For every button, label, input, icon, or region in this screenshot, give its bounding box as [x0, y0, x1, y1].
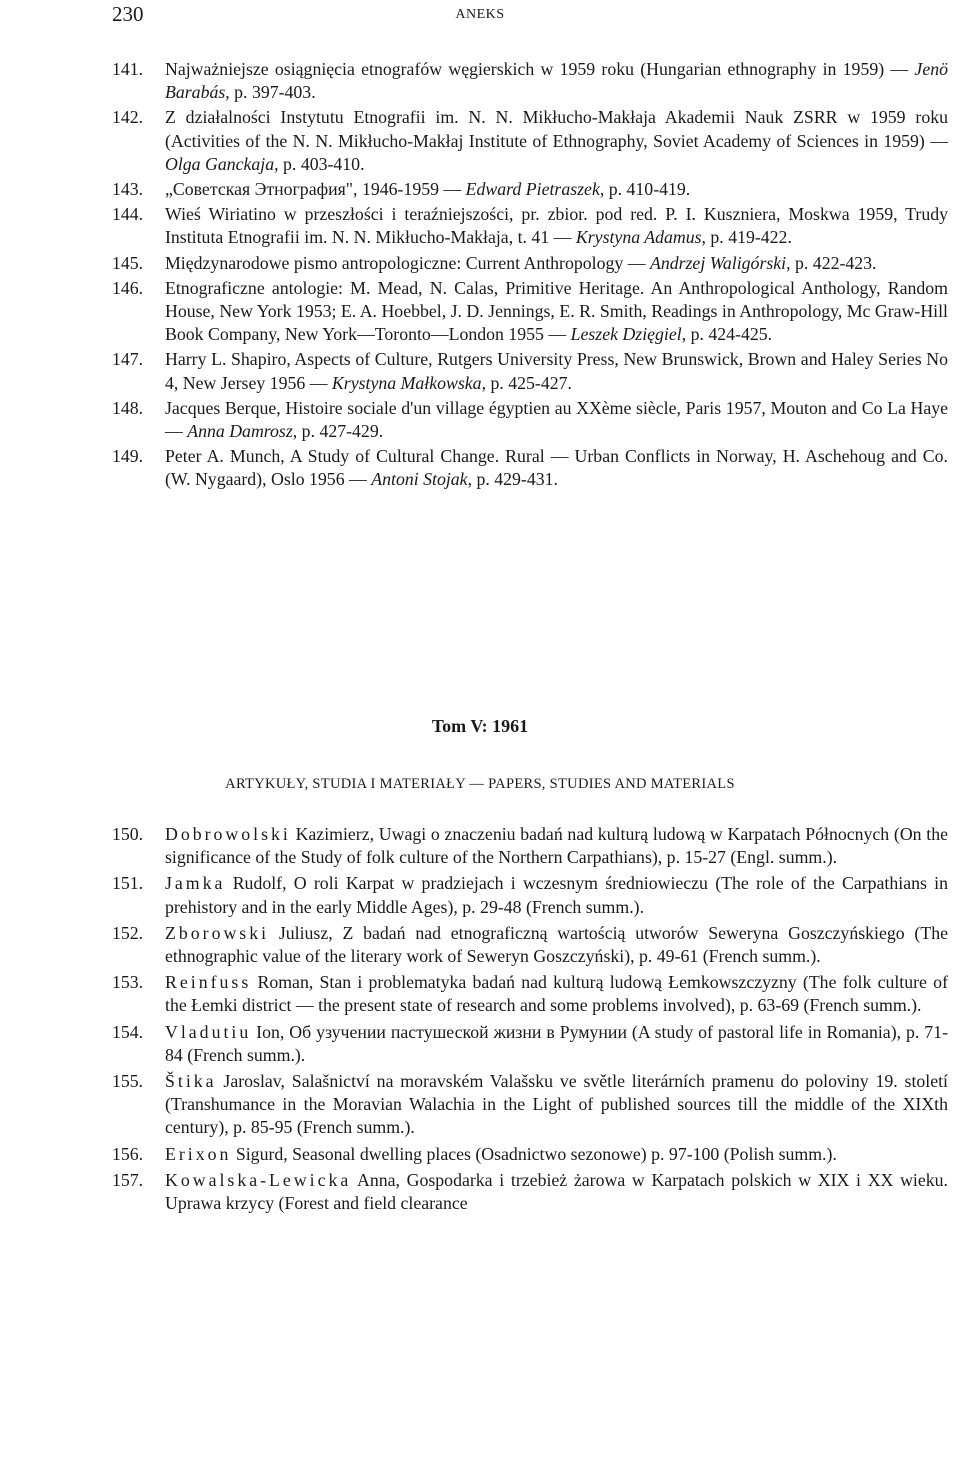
entry-author: Leszek Dzięgiel — [570, 324, 682, 345]
entry-author-spaced: Jamka — [165, 873, 226, 894]
entry-number: 145. — [112, 252, 144, 273]
entry-author-spaced: Reinfuss — [165, 972, 252, 993]
bibliography-entry — [112, 922, 948, 968]
entry-number: 148. — [112, 397, 144, 418]
entry-text: „Советская Этнография", 1946-1959 — Edward Pietraszek, p. 410-419. — [165, 179, 691, 200]
entry-author-spaced: Štika — [165, 1071, 217, 1092]
entry-number: 150. — [112, 824, 144, 844]
entry-number: 149. — [112, 446, 144, 467]
entry-text: Etnograficzne antologie: M. Mead, N. Calas, Primitive Heritage. An Anthropological Anthology, Random House, New York 1953; E. A. Hoebbel, J. D. Jennings, E. R. Smith, Readings in Anthropology, Mc Graw-Hill Book Company, New York—Toronto—London 1955 — Leszek Dzięgiel, p. 424-425. — [165, 277, 948, 345]
entry-text: Z działalności Instytutu Etnografii im. N. N. Mikłucho-Makłaja Akademii Nauk ZSRR w 1959 roku (Activities of the N. N. Mikłucho-Makłaj Institute of Ethnography, Soviet Academy of Sciences in 1959) — Olga Ganckaja, p. 403-410. — [165, 107, 948, 174]
bibliography-list-b — [112, 823, 948, 1215]
bibliography-list-a — [112, 58, 948, 492]
page-number: 230 — [112, 2, 144, 26]
page-header — [0, 0, 960, 40]
entry-text: Erixon Sigurd, Seasonal dwelling places (Osadnictwo sezonowe) p. 97-100 (Polish summ.). — [165, 1143, 837, 1164]
bibliography-entry — [112, 445, 948, 491]
entry-text: Vladutiu Ion, Об узучении пастушеской жизни в Румунии (A study of pastoral life in Romania), p. 71-84 (French summ.). — [165, 1021, 948, 1065]
entry-text: Kowalska-Lewicka Anna, Gospodarka i trzebież żarowa w Karpatach polskich w XIX i XX wieku. Uprawa krzycy (Forest and field clearance — [165, 1169, 948, 1214]
running-head: ANEKS — [455, 7, 505, 22]
entry-number: 142. — [112, 107, 144, 128]
bibliography-entry — [112, 971, 948, 1017]
entry-author: Krystyna Małkowska — [331, 372, 482, 393]
entry-text: Najważniejsze osiągnięcia etnografów węgierskich w 1959 roku (Hungarian ethnography in 1959) — Jenö Barabás, p. 397-403. — [165, 59, 948, 103]
entry-number: 157. — [112, 1169, 144, 1190]
entry-number: 152. — [112, 922, 144, 943]
entry-number: 156. — [112, 1143, 144, 1164]
entry-text: Wieś Wiriatino w przeszłości i teraźniejszości, pr. zbior. pod red. P. I. Kuszniera, Moskwa 1959, Trudy Instituta Etnografii im. N. N. Mikłucho-Makłaja, t. 41 — Krystyna Adamus, p. 419-422. — [165, 204, 948, 248]
bibliography-entry — [112, 823, 948, 869]
entry-number: 151. — [112, 873, 144, 894]
entry-number: 143. — [112, 179, 144, 200]
entry-number: 144. — [112, 204, 144, 225]
entry-author: Anna Damrosz — [187, 421, 293, 442]
entry-number: 146. — [112, 277, 144, 298]
entry-author: Jenö Barabás — [165, 59, 948, 103]
entry-author: Antoni Stojak — [371, 469, 468, 490]
entry-author: Olga Ganckaja — [165, 153, 275, 174]
entry-text: Jacques Berque, Histoire sociale d'un village égyptien au XXème siècle, Paris 1957, Mouton and Co La Haye — Anna Damrosz, p. 427-429. — [165, 397, 948, 442]
bibliography-entry — [112, 203, 948, 249]
entry-text: Dobrowolski Kazimierz, Uwagi o znaczeniu badań nad kulturą ludową w Karpatach Północnych (On the significance of the Study of folk culture of the Northern Carpathians), p. 15-27 (Engl. summ.). — [165, 824, 948, 868]
entry-text: Harry L. Shapiro, Aspects of Culture, Rutgers University Press, New Brunswick, Brown and Haley Series No 4, New Jersey 1956 — Krystyna Małkowska, p. 425-427. — [165, 349, 948, 393]
entry-author-spaced: Erixon — [165, 1143, 232, 1164]
entry-author-spaced: Kowalska-Lewicka — [165, 1169, 352, 1190]
bibliography-entry — [112, 1021, 948, 1067]
volume-title: Tom V: 1961 — [431, 716, 529, 736]
entry-text: Zborowski Juliusz, Z badań nad etnograficzną wartością utworów Seweryna Goszczyńskiego (The ethnographic value of the literary work of Seweryn Goszczyński), p. 49-61 (French summ.). — [165, 922, 948, 967]
entry-number: 153. — [112, 972, 144, 993]
bibliography-entry — [112, 1070, 948, 1140]
bibliography-entry — [112, 397, 948, 443]
entry-author-spaced: Dobrowolski — [165, 824, 291, 844]
bibliography-entry — [112, 58, 948, 104]
entry-author: Edward Pietraszek — [465, 179, 600, 200]
bibliography-entry — [112, 1143, 948, 1166]
entry-text: Reinfuss Roman, Stan i problematyka badań nad kulturą ludową Łemkowszczyzny (The folk culture of the Łemki district — the present state of research and some problems involved), p. 63-69 (French summ.). — [165, 972, 948, 1016]
entry-number: 141. — [112, 59, 144, 79]
bibliography-entry — [112, 348, 948, 394]
entry-author-spaced: Vladutiu — [165, 1021, 252, 1042]
bibliography-entry — [112, 1169, 948, 1215]
bibliography-entry — [112, 178, 948, 201]
entry-author: Krystyna Adamus — [575, 227, 702, 248]
entry-author: Andrzej Waligórski — [649, 252, 787, 273]
bibliography-entry — [112, 106, 948, 176]
entry-text: Międzynarodowe pismo antropologiczne: Current Anthropology — Andrzej Waligórski, p. 422-423. — [165, 252, 877, 273]
entry-text: Jamka Rudolf, O roli Karpat w pradziejach i wczesnym średniowieczu (The role of the Carpathians in prehistory and in the early Middle Ages), p. 29-48 (French summ.). — [165, 873, 948, 917]
entry-text: Štika Jaroslav, Salašnictví na moravském Valašsku ve světle literárních pramenu do poloviny 19. století (Transhumance in the Moravian Walachia in the Light of published sources till the middle of the XIXth century), p. 85-95 (French summ.). — [165, 1071, 948, 1138]
bibliography-entry — [112, 872, 948, 918]
entry-author-spaced: Zborowski — [165, 922, 270, 943]
bibliography-entry — [112, 252, 948, 275]
bibliography-entry — [112, 277, 948, 347]
entry-number: 154. — [112, 1021, 144, 1042]
entry-text: Peter A. Munch, A Study of Cultural Change. Rural — Urban Conflicts in Norway, H. Aschehoug and Co. (W. Nygaard), Oslo 1956 — Antoni Stojak, p. 429-431. — [165, 446, 948, 490]
entry-number: 155. — [112, 1071, 144, 1092]
entry-number: 147. — [112, 349, 144, 370]
section-subtitle: ARTYKUŁY, STUDIA I MATERIAŁY — PAPERS, STUDIES AND MATERIALS — [225, 776, 735, 792]
